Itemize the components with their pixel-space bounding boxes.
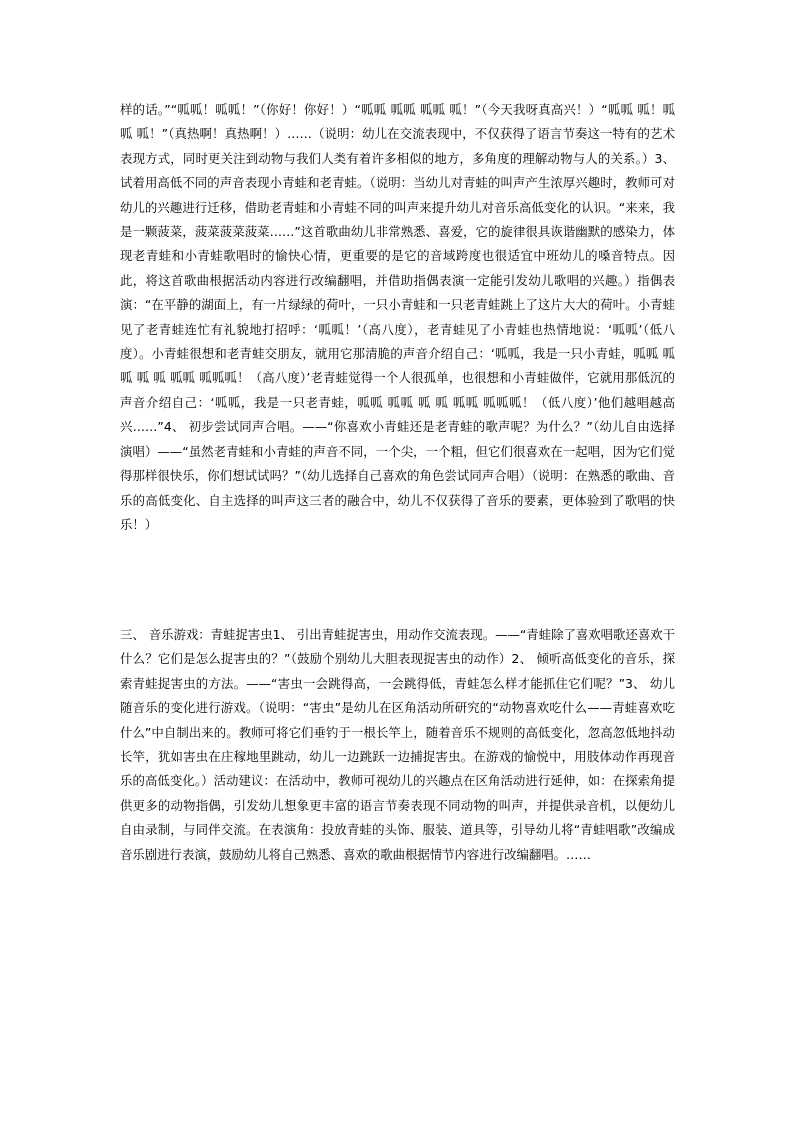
body-paragraph-1: 样的话。”“呱呱！呱呱！”（你好！你好！）“呱呱 呱呱 呱呱 呱！”（今天我呀真高兴！）“呱呱 呱！呱呱 呱！”（真热啊！真热啊！）……（说明：幼儿在交流表现中，不仅获得了语言节奏这一特有的艺术表现方式，同时更关注到动物与我们人类有着许多相似的地方，多角度的理解动物与人的关系。）3、 试着用高低不同的声音表现小青蛙和老青蛙。（说明：当幼儿对青蛙的叫声产生浓厚兴趣时，教师可对幼儿的兴趣进行迁移，借助老青蛙和小青蛙不同的叫声来提升幼儿对音乐高低变化的认识。“来来，我是一颗菠菜，菠菜菠菜菠菜……”这首歌曲幼儿非常熟悉、喜爱，它的旋律很具诙谐幽默的感染力，体现老青蛙和小青蛙歌唱时的愉快心情，更重要的是它的音域跨度也很适宜中班幼儿的嗓音特点。因此，将这首歌曲根据活动内容进行改编翻唱，并借助指偶表演一定能引发幼儿歌唱的兴趣。）指偶表演：“在平静的湖面上，有一片绿绿的荷叶，一只小青蛙和一只老青蛙跳上了这片大大的荷叶。小青蛙见了老青蛙连忙有礼貌地打招呼：‘呱呱！’（高八度），老青蛙见了小青蛙也热情地说：‘呱呱’（低八度）。小青蛙很想和老青蛙交朋友，就用它那清脆的声音介绍自己：‘呱呱，我是一只小青蛙，呱呱 呱呱 呱 呱 呱呱 呱呱呱！（高八度）’老青蛙觉得一个人很孤单，也很想和小青蛙做伴，它就用那低沉的声音介绍自己：‘呱呱，我是一只老青蛙，呱呱 呱呱 呱 呱 呱呱 呱呱呱！（低八度）’他们越唱越高兴……”4、 初步尝试同声合唱。——“你喜欢小青蛙还是老青蛙的歌声呢？为什么？”（幼儿自由选择演唱）——“虽然老青蛙和小青蛙的声音不同，一个尖，一个粗，但它们很喜欢在一起唱，因为它们觉得那样很快乐，你们想试试吗？”（幼儿选择自己喜欢的角色尝试同声合唱）（说明：在熟悉的歌曲、音乐的高低变化、自主选择的叫声这三者的融合中，幼儿不仅获得了音乐的要素，更体验到了歌唱的快乐！） xyxy=(120,102,675,532)
body-paragraph-2: 三、 音乐游戏：青蛙捉害虫1、 引出青蛙捉害虫，用动作交流表现。——“青蛙除了喜欢唱歌还喜欢干什么？它们是怎么捉害虫的？”（鼓励个别幼儿大胆表现捉害虫的动作）2、 倾听高低变化的音乐，探索青蛙捉害虫的方法。——“害虫一会跳得高，一会跳得低，青蛙怎么样才能抓住它们呢？”3、 幼儿随音乐的变化进行游戏。（说明：“害虫”是幼儿在区角活动所研究的“动物喜欢吃什么——青蛙喜欢吃什么”中自制出来的。教师可将它们垂钓于一根长竿上，随着音乐不规则的高低变化，忽高忽低地抖动长竿，犹如害虫在庄稼地里跳动，幼儿一边跳跃一边捕捉害虫。在游戏的愉悦中，用肢体动作再现音乐的高低变化。）活动建议：在活动中，教师可视幼儿的兴趣点在区角活动进行延伸，如：在探索角提供更多的动物指偶，引发幼儿想象更丰富的语言节奏表现不同动物的叫声，并提供录音机，以便幼儿自由录制，与同伴交流。在表演角：投放青蛙的头饰、服装、道具等，引导幼儿将“青蛙唱歌”改编成音乐剧进行表演，鼓励幼儿将自己熟悉、喜欢的歌曲根据情节内容进行改编翻唱。…… xyxy=(120,627,675,862)
